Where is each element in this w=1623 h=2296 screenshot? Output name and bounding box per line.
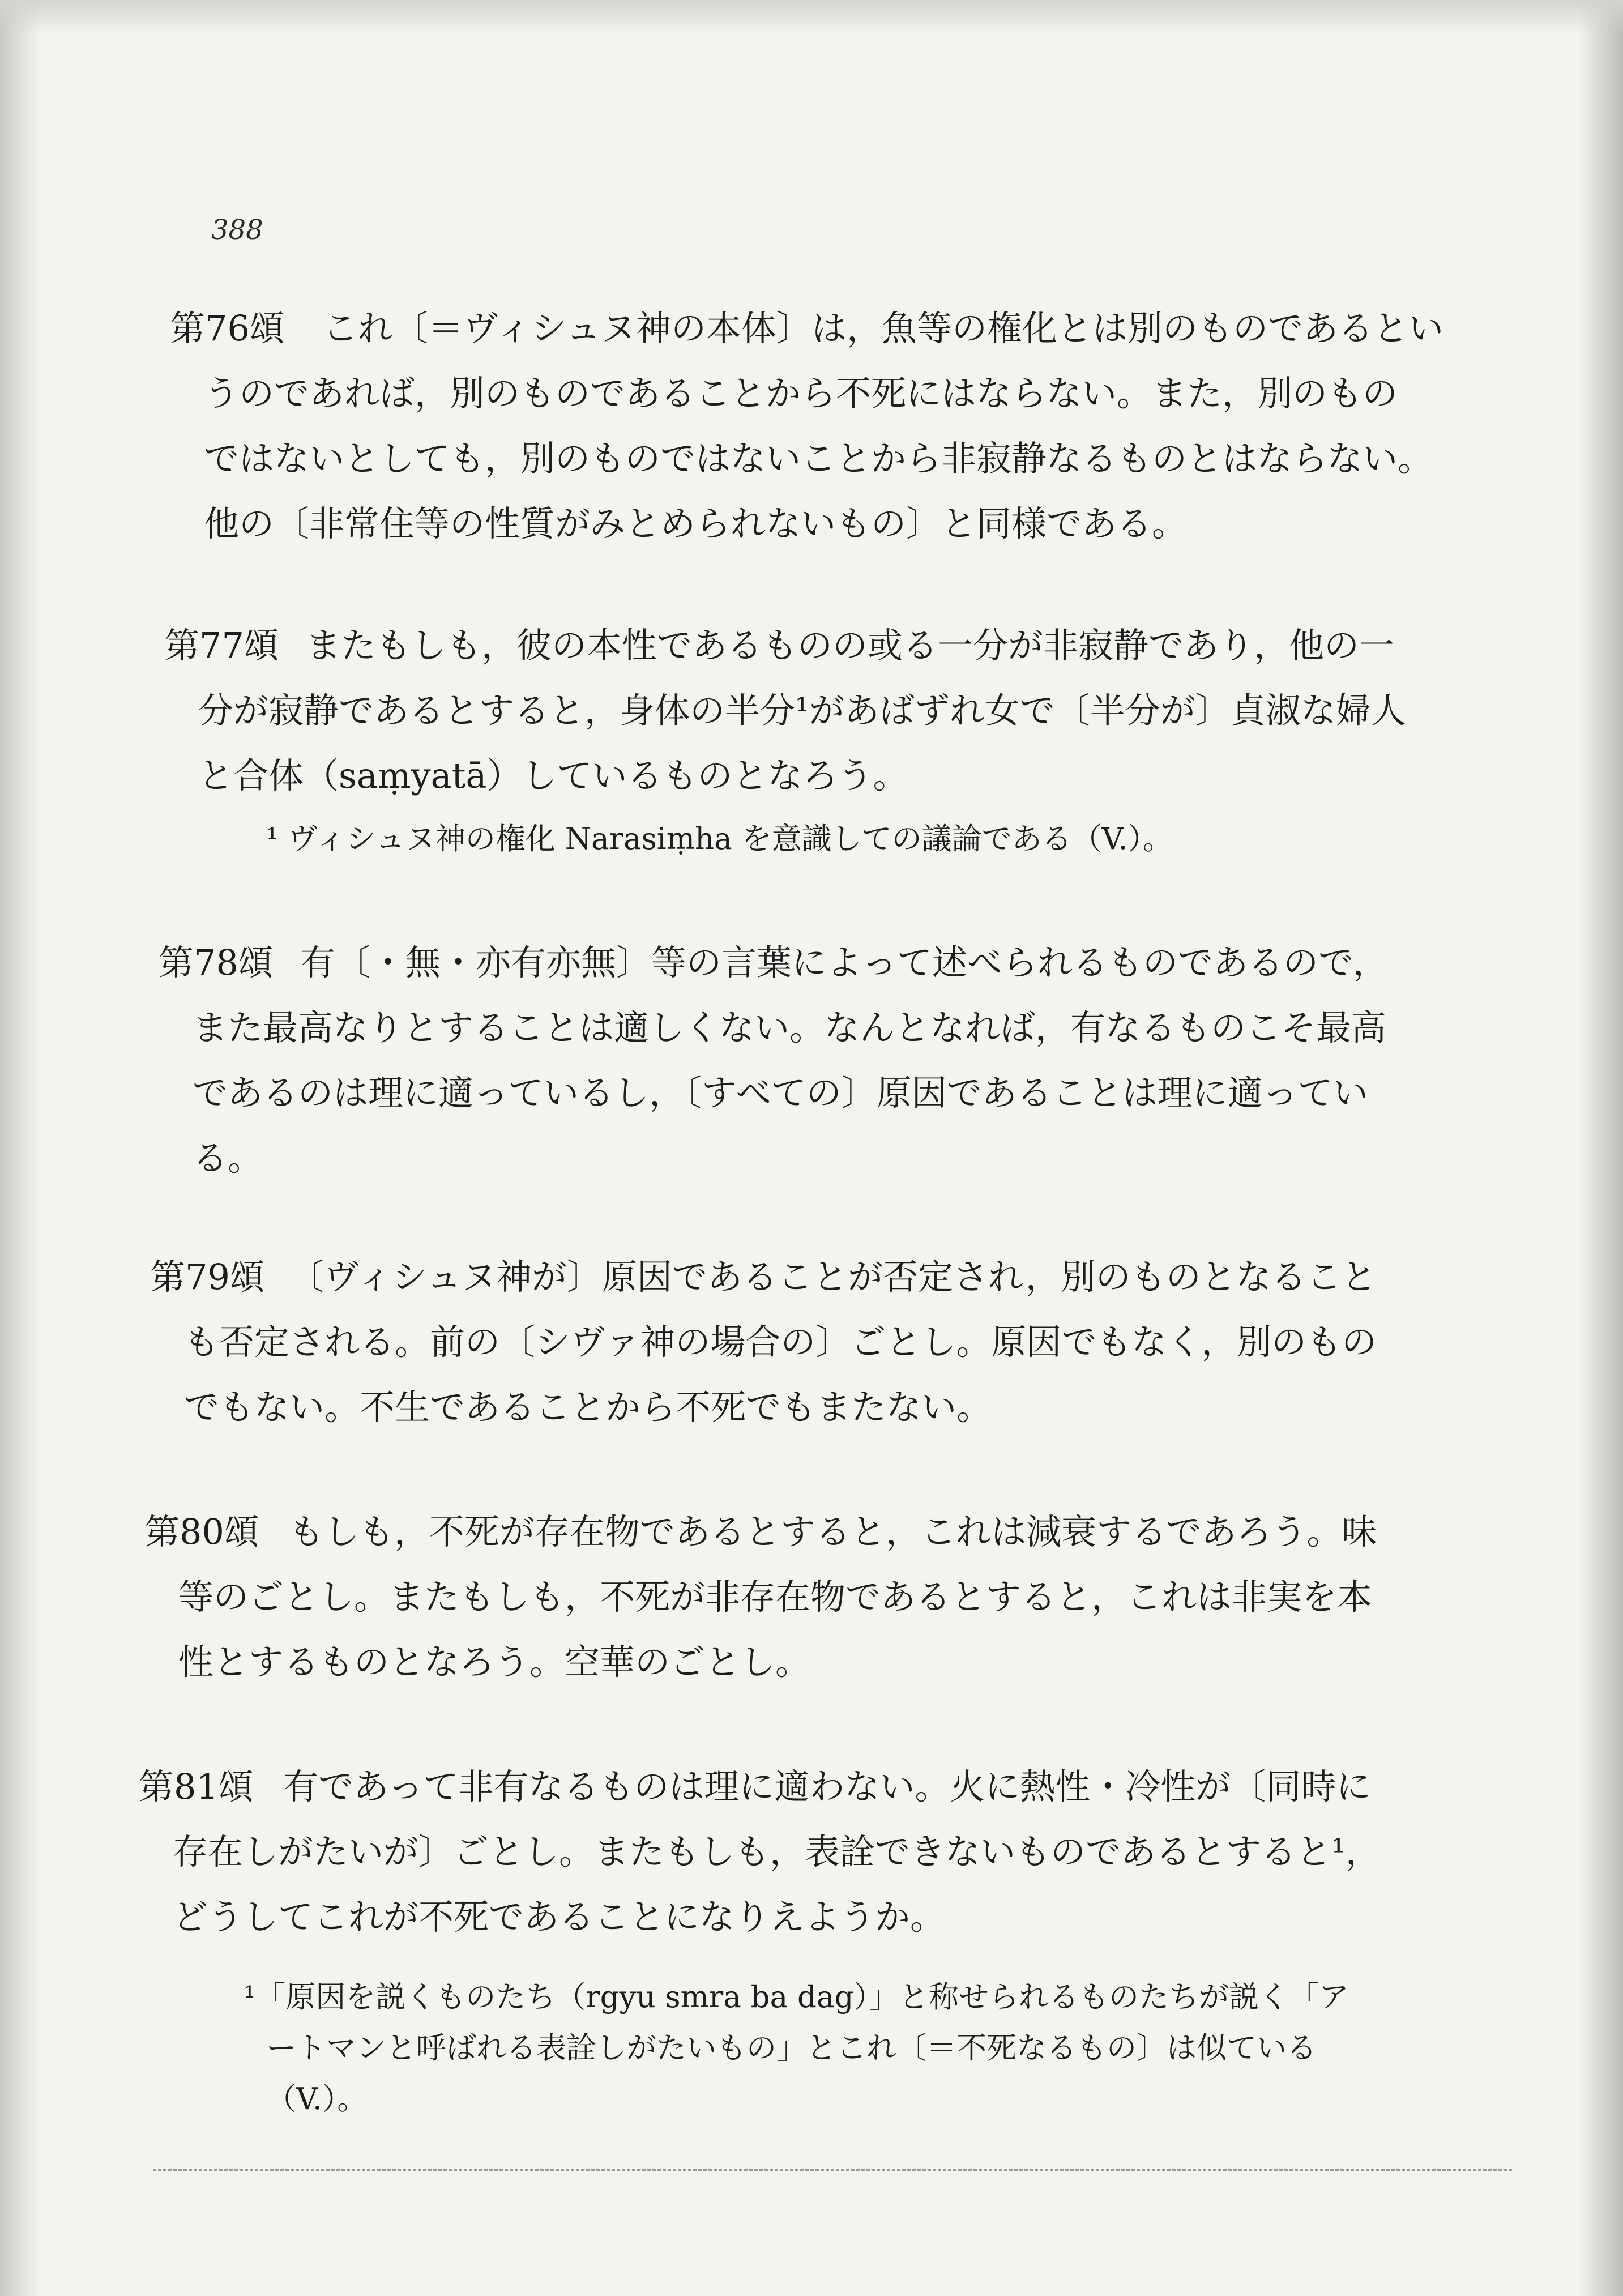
- verse-line: ではないとしても，別のものではないことから非寂静なるものとはならない。: [204, 438, 1433, 479]
- verse-line: 存在しがたいが〕ごとし。またもしも，表詮できないものであるとすると¹，: [173, 1831, 1381, 1872]
- verse-line: うのであれば，別のものであることから不死にはならない。また，別のもの: [204, 373, 1398, 414]
- page-bottom-rule: [153, 2169, 1512, 2171]
- verse-line: またもしも，彼の本性であるものの或る一分が非寂静であり，他の一: [306, 625, 1395, 666]
- verse-line: もしも，不死が存在物であるとすると，これは減衰するであろう。味: [289, 1511, 1377, 1552]
- verse-line: どうしてこれが不死であることになりえようか。: [173, 1896, 946, 1937]
- verse-label: 第78頌: [159, 942, 274, 983]
- verse-label: 第79頌: [150, 1256, 265, 1298]
- footnote: ¹ ヴィシュヌ神の権化 Narasiṃha を意識しての議論である（V.）。: [266, 822, 1173, 856]
- verse-line: これ〔＝ヴィシュヌ神の本体〕は，魚等の権化とは別のものであるとい: [323, 308, 1444, 349]
- verse-line: と合体（saṃyatā）しているものとなろう。: [198, 755, 908, 796]
- footnote-line: （V.）。: [266, 2082, 368, 2116]
- verse-line: る。: [193, 1137, 263, 1179]
- verse-line: であるのは理に適っているし，〔すべての〕原因であることは理に適ってい: [193, 1072, 1368, 1113]
- scan-shadow-top: [0, 0, 1623, 34]
- verse-label: 第80頌: [144, 1511, 259, 1552]
- verse-label: 第81頌: [139, 1766, 254, 1807]
- verse-label: 第77頌: [164, 625, 279, 666]
- footnote-line: ートマンと呼ばれる表詮しがたいもの」とこれ〔＝不死なるもの〕は似ている: [266, 2031, 1317, 2065]
- verse-line: 分が寂静であるとすると，身体の半分¹があばずれ女で〔半分が〕貞淑な婦人: [198, 690, 1406, 731]
- verse-line: も否定される。前の〔シヴァ神の場合の〕ごとし。原因でもなく，別のもの: [184, 1321, 1377, 1363]
- footnote-line: ¹「原因を説くものたち（rgyu smra ba dag）」と称せられるものたちが説く「ア: [244, 1980, 1349, 2015]
- scan-shadow-left: [0, 0, 40, 2296]
- page-number: 388: [211, 214, 263, 246]
- scan-shadow-right: [1578, 0, 1623, 2296]
- verse-line: でもない。不生であることから不死でもまたない。: [184, 1386, 992, 1428]
- verse-line: 等のごとし。またもしも，不死が非存在物であるとすると，これは非実を本: [178, 1576, 1373, 1618]
- verse-line: また最高なりとすることは適しくない。なんとなれば，有なるものこそ最高: [193, 1007, 1387, 1048]
- verse-line: 〔ヴィシュヌ神が〕原因であることが否定され，別のものとなること: [289, 1256, 1377, 1298]
- verse-line: 有〔・無・亦有亦無〕等の言葉によって述べられるものであるので，: [300, 942, 1388, 983]
- verse-line: 有であって非有なるものは理に適わない。火に熱性・冷性が〔同時に: [283, 1766, 1372, 1807]
- verse-line: 性とするものとなろう。空華のごとし。: [178, 1641, 811, 1683]
- verse-label: 第76頌: [170, 308, 285, 349]
- verse-line: 他の〔非常住等の性質がみとめられないもの〕と同様である。: [204, 503, 1188, 544]
